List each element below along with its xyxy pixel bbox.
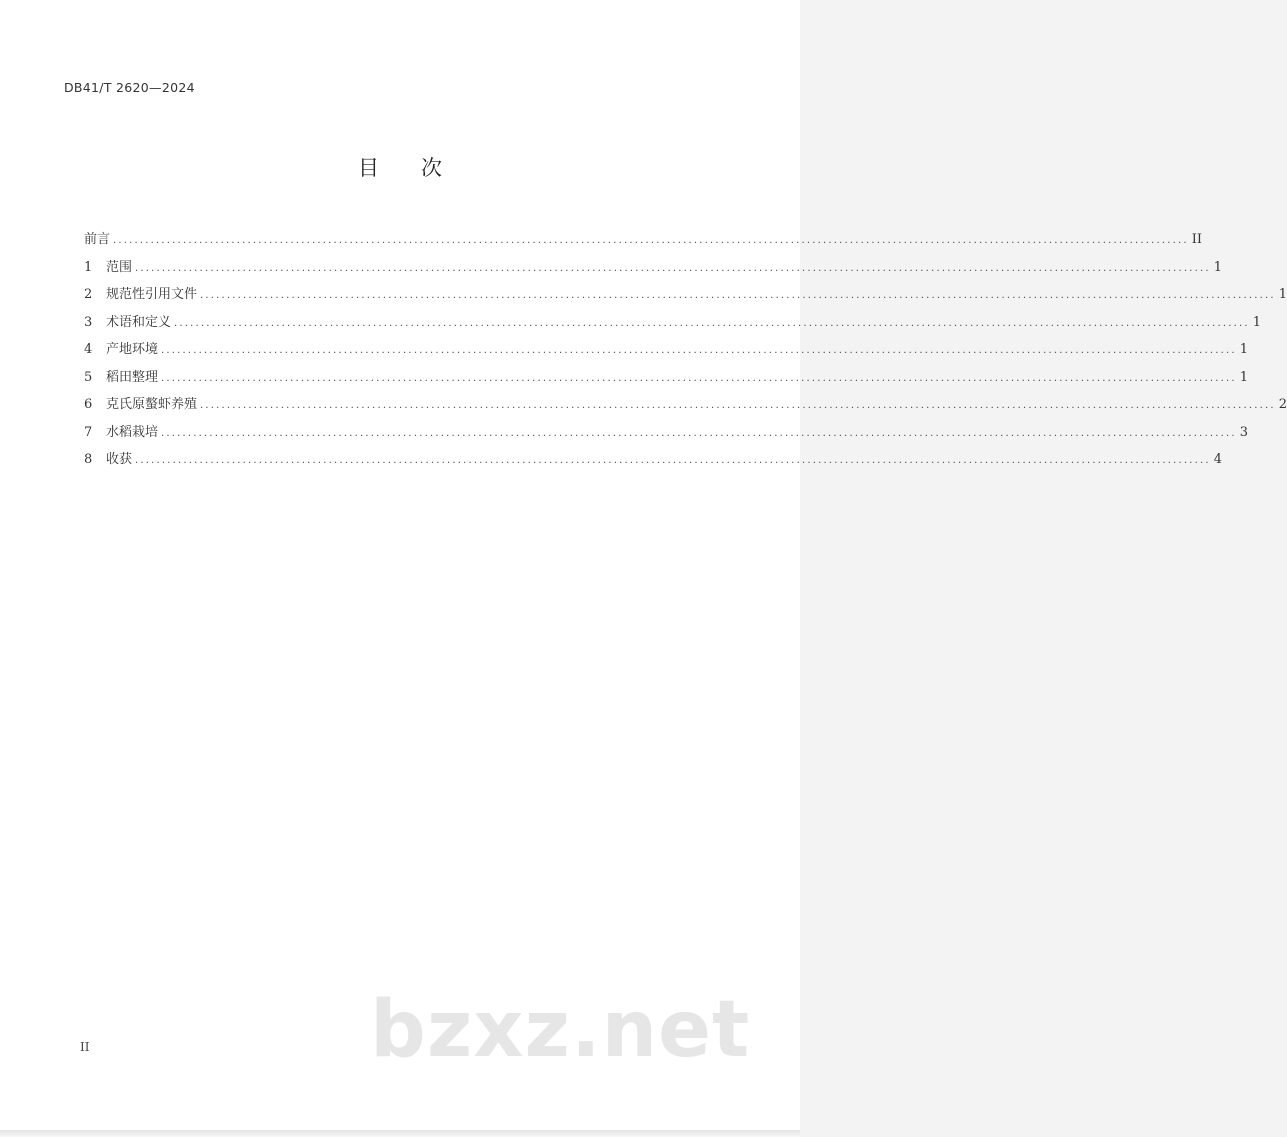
toc-entry-number: 5 [84, 369, 93, 385]
toc-entry-label: 收获 [106, 452, 133, 467]
toc-entry-label: 术语和定义 [106, 314, 172, 330]
toc-entry-3[interactable] [84, 311, 1262, 339]
toc-entry-page: 1 [1239, 342, 1249, 357]
toc-leader-dots: ........................................................................................................................................................................................................ [200, 290, 1276, 301]
toc-entry-label: 规范性引用文件 [106, 287, 198, 302]
toc-entry-label: 稻田整理 [106, 369, 159, 385]
toc-entry-label: 水稻栽培 [106, 424, 159, 440]
toc-leader-dots: ........................................................................................................................................................................................................ [200, 400, 1276, 411]
toc-entry-number: 3 [84, 314, 93, 330]
toc-leader-dots: ........................................................................................................................................................................................................ [161, 345, 1237, 356]
toc-entry-number: 8 [84, 452, 93, 467]
toc-entry-page: 1 [1213, 259, 1223, 275]
toc-leader-dots: ........................................................................................................................................................................................................ [161, 427, 1237, 439]
toc-leader-dots: ........................................................................................................................................................................................................ [113, 235, 1189, 246]
page-title: 目次 [358, 156, 484, 180]
toc-entry-label: 范围 [106, 259, 133, 275]
toc-entry-5[interactable] [84, 366, 1249, 394]
toc-entry-label: 前言 [84, 232, 111, 247]
page-number: II [80, 1040, 90, 1054]
toc-entry-page: II [1191, 232, 1203, 247]
toc-entry-page: 1 [1252, 314, 1262, 330]
watermark: bzxz.net [370, 985, 751, 1075]
table-of-contents [84, 228, 1287, 476]
toc-entry-number: 7 [84, 424, 93, 440]
toc-leader-dots: ........................................................................................................................................................................................................ [135, 262, 1211, 274]
toc-entry-1[interactable] [84, 256, 1223, 284]
toc-entry-number: 1 [84, 259, 93, 275]
toc-entry-foreword[interactable] [84, 228, 1203, 256]
toc-entry-label: 克氏原螯虾养殖 [106, 397, 198, 412]
toc-entry-page: 1 [1239, 369, 1249, 385]
toc-entry-label: 产地环境 [106, 342, 159, 357]
toc-leader-dots: ........................................................................................................................................................................................................ [135, 455, 1211, 466]
toc-entry-page: 3 [1239, 424, 1249, 440]
toc-entry-6[interactable] [84, 393, 1287, 421]
page-bottom-edge [0, 1130, 800, 1137]
toc-entry-7[interactable] [84, 421, 1249, 449]
toc-entry-page: 2 [1278, 397, 1287, 412]
toc-entry-page: 1 [1278, 287, 1287, 302]
toc-entry-2[interactable] [84, 283, 1287, 311]
toc-entry-4[interactable] [84, 338, 1249, 366]
toc-entry-number: 6 [84, 397, 93, 412]
document-code: DB41/T 2620—2024 [64, 80, 195, 95]
toc-entry-8[interactable] [84, 448, 1223, 476]
toc-entry-number: 4 [84, 342, 93, 357]
toc-entry-page: 4 [1213, 452, 1223, 467]
toc-entry-number: 2 [84, 287, 93, 302]
toc-leader-dots: ........................................................................................................................................................................................................ [161, 372, 1237, 384]
toc-leader-dots: ........................................................................................................................................................................................................ [174, 317, 1250, 329]
